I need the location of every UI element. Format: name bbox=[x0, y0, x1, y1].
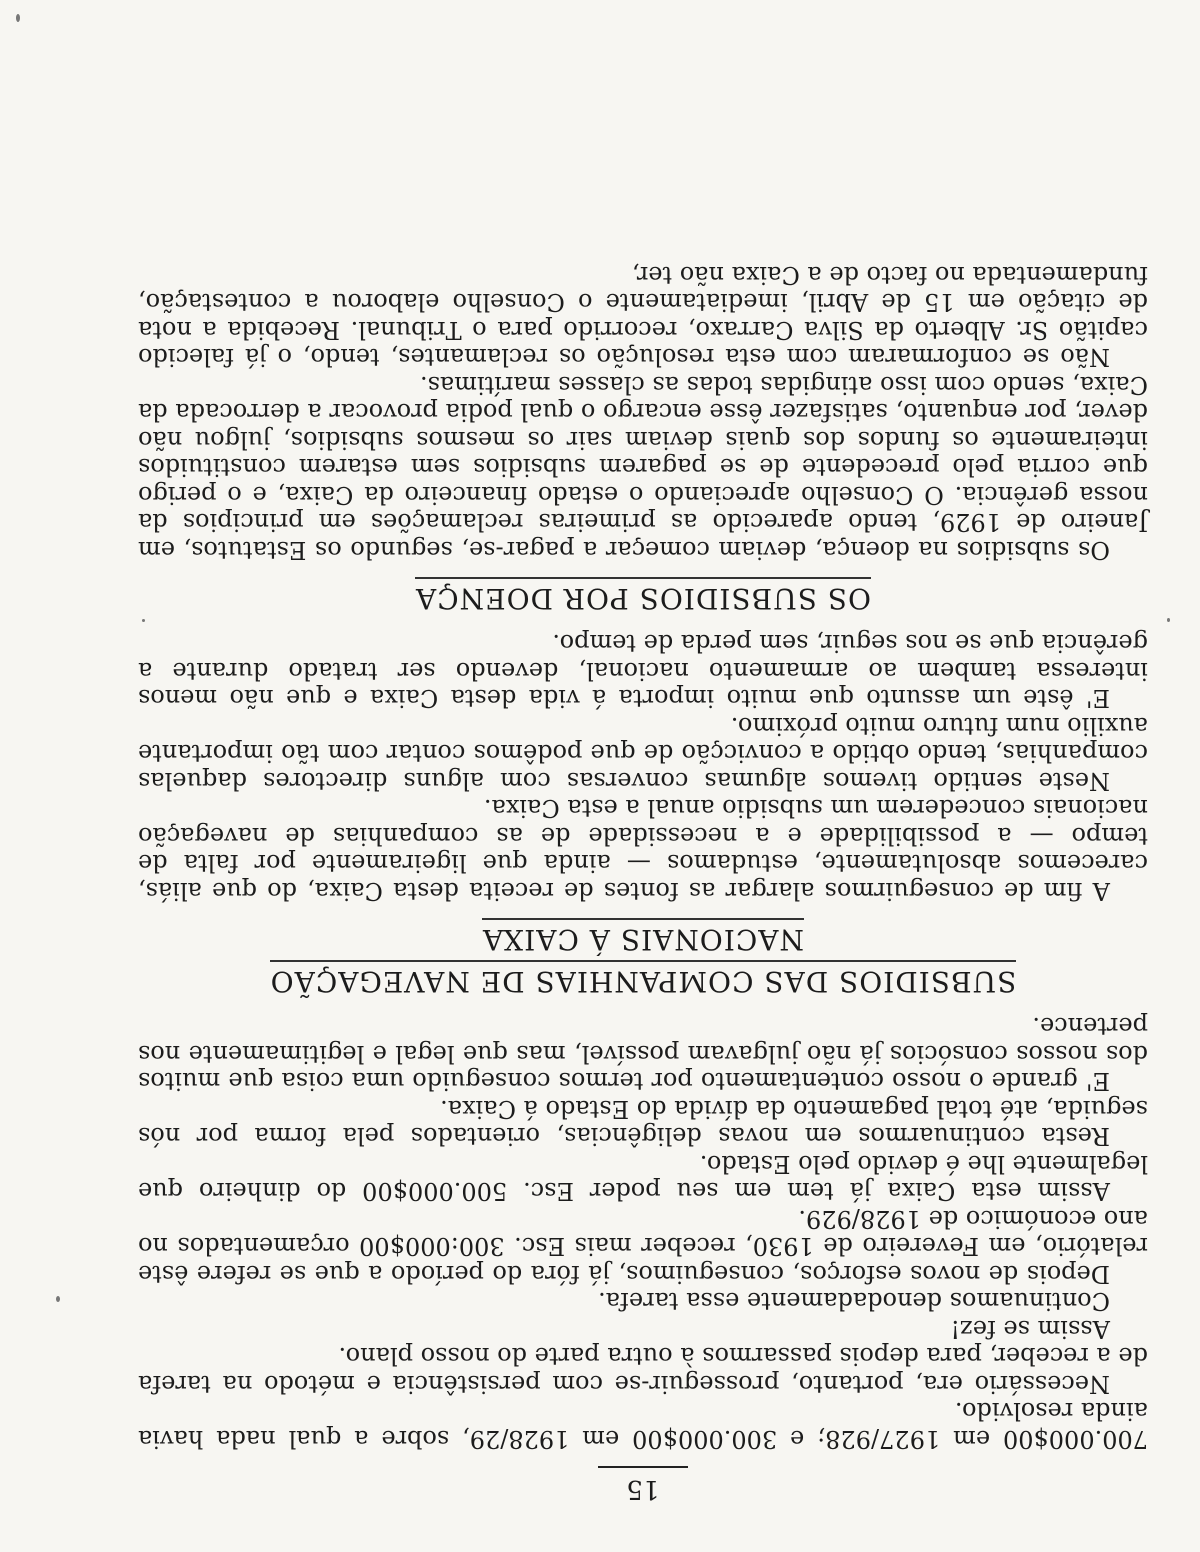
paragraph: Assim se fez! bbox=[950, 1315, 1110, 1343]
paragraph: Necessário era, portanto, prosseguir-se com persistência e método na tarefa de a receber, para depois passarmos à outra parte do nosso plano. bbox=[138, 1342, 1148, 1398]
paragraph: E' grande o nosso contentamento por termos conseguido uma coisa que muitos dos nossos consócios já não julgavam possível, mas que legal e legitimamente nos pertence. bbox=[138, 1012, 1148, 1096]
section-heading-line: SUBSIDIOS DAS COMPANHIAS DE NAVEGAÇÃO bbox=[270, 960, 1017, 998]
paragraph: Neste sentido tivemos algumas conversas com alguns directores daquelas companhias, tendo obtido a convicção de que podêmos contar com tão importante auxilio num futuro muito próximo. bbox=[138, 712, 1148, 795]
page-content bbox=[138, 261, 1148, 1505]
scan-speck bbox=[142, 619, 145, 622]
section-heading bbox=[138, 577, 1148, 615]
paragraph: Continuamos denodadamente essa tarefa. bbox=[598, 1287, 1110, 1316]
paragraph: A fim de conseguirmos alargar as fontes de receita desta Caixa, do que aliás, carecemos absolutamente, estudamos — ainda que ligeiramente por falta de tempo — a possibilidade e a necessidade de as companhias de navegação nacionais concederem um subsidio anual a esta Caixa. bbox=[138, 794, 1148, 905]
section-heading-line: OS SUBSIDIOS POR DOENÇA bbox=[415, 577, 871, 615]
paragraph: Os subsidios na doença, deviam começar a pagar-se, segundo os Estatutos, em Janeiro de 1929, tendo aparecido as primeiras reclamações em principios da nossa gerência. O Conselho apreciando o estado financeiro da Caixa, e o perigo que corria pelo precedente de se pagarem subsidios sem estarem constituidos inteiramente os fundos dos quais deviam sair os mesmos subsidios, julgou não dever, por enquanto, satisfazer êsse encargo o qual podia provocar a derrocada da Caixa, sendo com isso atingidas todas as classes marítimas. bbox=[138, 371, 1148, 564]
paragraph: Assim esta Caixa já tem em seu poder Esc. 500.000$00 do dinheiro que legalmente lhe é devido pelo Estado. bbox=[138, 1150, 1148, 1206]
text-body bbox=[138, 261, 1148, 1453]
paragraph: 700.000$00 em 1927/928; e 300.000$00 em 1928/29, sobre a qual nada havia ainda resolvido. bbox=[138, 1397, 1148, 1453]
section-heading bbox=[138, 918, 1148, 998]
page-number: 15 bbox=[598, 1466, 688, 1504]
scan-speck bbox=[56, 1296, 60, 1302]
paragraph: Resta continuarmos em novas deligências, orientados pela forma por nós seguida, até total pagamento da dívida do Estado á Caixa. bbox=[138, 1095, 1148, 1151]
scan-speck bbox=[16, 14, 20, 22]
paragraph: Não se conformaram com esta resolução os reclamantes, tendo, o já falecido capitão Sr. Alberto da Silva Carraxo, recorrido para o Tribunal. Recebida a nota de citação em 15 de Abril, imediatamente o Conselho elaborou a contestação, fundamentada no facto de a Caixa não ter, bbox=[138, 261, 1148, 372]
scan-speck bbox=[1167, 618, 1170, 622]
paragraph: E' êste um assunto que muito importa á vida desta Caixa e que não menos interessa tambem ao armamento nacional, devendo ser tratado durante a gerência que se nos seguir, sem perda de tempo. bbox=[138, 629, 1148, 713]
section-heading-line: NACIONAIS Á CAIXA bbox=[482, 918, 804, 956]
paragraph: Depois de novos esforços, conseguimos, já fóra do período a que se refere êste relatório, em Fevereiro de 1930, receber mais Esc. 300:000$00 orçamentados no ano económico de 1928/929. bbox=[138, 1205, 1148, 1288]
